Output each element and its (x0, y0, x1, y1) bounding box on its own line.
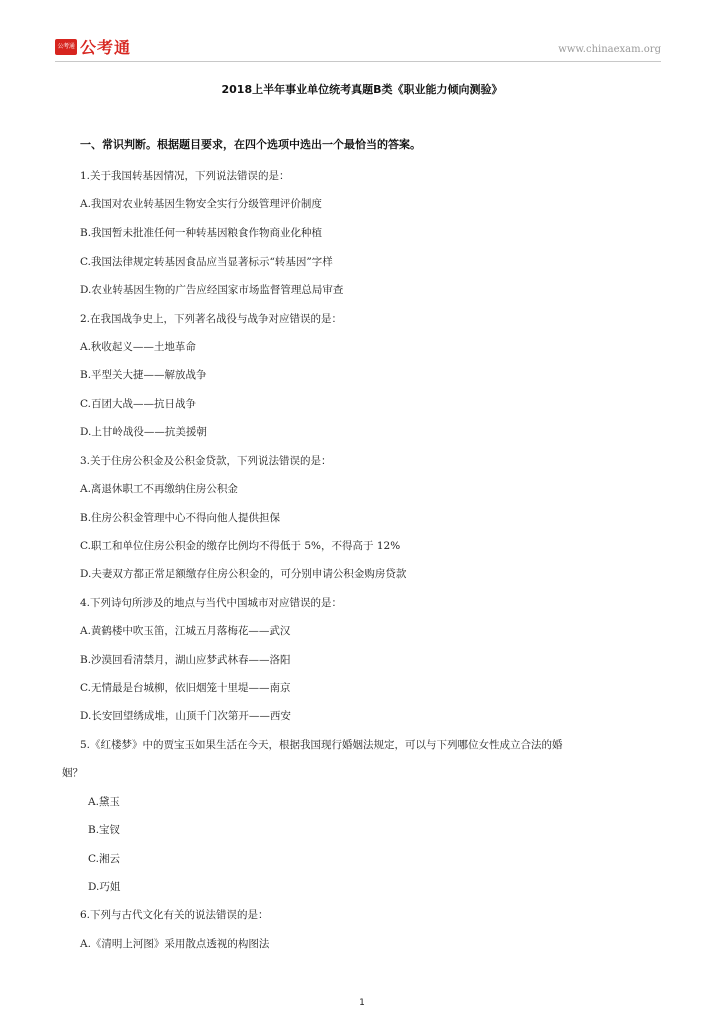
question-stem-continuation: 姻？ (62, 767, 83, 779)
logo-text: 公考通 (80, 38, 132, 57)
question-stem: 3.关于住房公积金及公积金贷款，下列说法错误的是： (80, 455, 332, 467)
question-option: B.住房公积金管理中心不得向他人提供担保 (80, 512, 281, 524)
question-option: B.沙漠回看清禁月，湖山应梦武林春——洛阳 (80, 654, 291, 666)
question-option: D.上甘岭战役——抗美援朝 (80, 426, 207, 438)
question-option: B.我国暂未批准任何一种转基因粮食作物商业化种植 (80, 227, 323, 239)
question-option: C.百团大战——抗日战争 (80, 398, 196, 410)
question-option: B.宝钗 (88, 824, 121, 836)
question-stem: 6.下列与古代文化有关的说法错误的是： (80, 909, 269, 921)
page-number: 1 (359, 998, 365, 1008)
document-title: 2018上半年事业单位统考真题B类《职业能力倾向测验》 (221, 83, 503, 96)
logo-badge-icon: 公考通 (55, 39, 77, 55)
question-stem: 4.下列诗句所涉及的地点与当代中国城市对应错误的是： (80, 597, 343, 609)
question-option: D.夫妻双方都正常足额缴存住房公积金的，可分别申请公积金购房贷款 (80, 568, 407, 580)
site-url-link[interactable]: www.chinaexam.org (558, 44, 661, 55)
question-option: D.长安回望绣成堆，山顶千门次第开——西安 (80, 710, 291, 722)
header-divider (55, 61, 661, 62)
section-heading: 一、常识判断。根据题目要求，在四个选项中选出一个最恰当的答案。 (80, 138, 421, 151)
question-option: A.黛玉 (88, 796, 120, 808)
question-option: A.我国对农业转基因生物安全实行分级管理评价制度 (80, 198, 322, 210)
question-stem: 5.《红楼梦》中的贾宝玉如果生活在今天，根据我国现行婚姻法规定，可以与下列哪位女性成立合法的婚 (80, 739, 563, 751)
question-stem: 2.在我国战争史上，下列著名战役与战争对应错误的是： (80, 313, 343, 325)
question-option: B.平型关大捷——解放战争 (80, 369, 207, 381)
question-option: A.离退休职工不再缴纳住房公积金 (80, 483, 238, 495)
question-option: D.农业转基因生物的广告应经国家市场监督管理总局审查 (80, 284, 344, 296)
question-option: A.《清明上河图》采用散点透视的构图法 (80, 938, 270, 950)
question-option: C.无情最是台城柳，依旧烟笼十里堤——南京 (80, 682, 291, 694)
page-header (55, 32, 661, 62)
question-option: A.黄鹤楼中吹玉笛，江城五月落梅花——武汉 (80, 625, 291, 637)
question-option: C.湘云 (88, 853, 120, 865)
question-option: A.秋收起义——土地革命 (80, 341, 196, 353)
site-logo[interactable] (55, 35, 131, 58)
question-option: D.巧姐 (88, 881, 121, 893)
question-stem: 1.关于我国转基因情况，下列说法错误的是： (80, 170, 290, 182)
question-option: C.职工和单位住房公积金的缴存比例均不得低于 5%，不得高于 12% (80, 540, 401, 552)
question-option: C.我国法律规定转基因食品应当显著标示“转基因”字样 (80, 256, 333, 268)
